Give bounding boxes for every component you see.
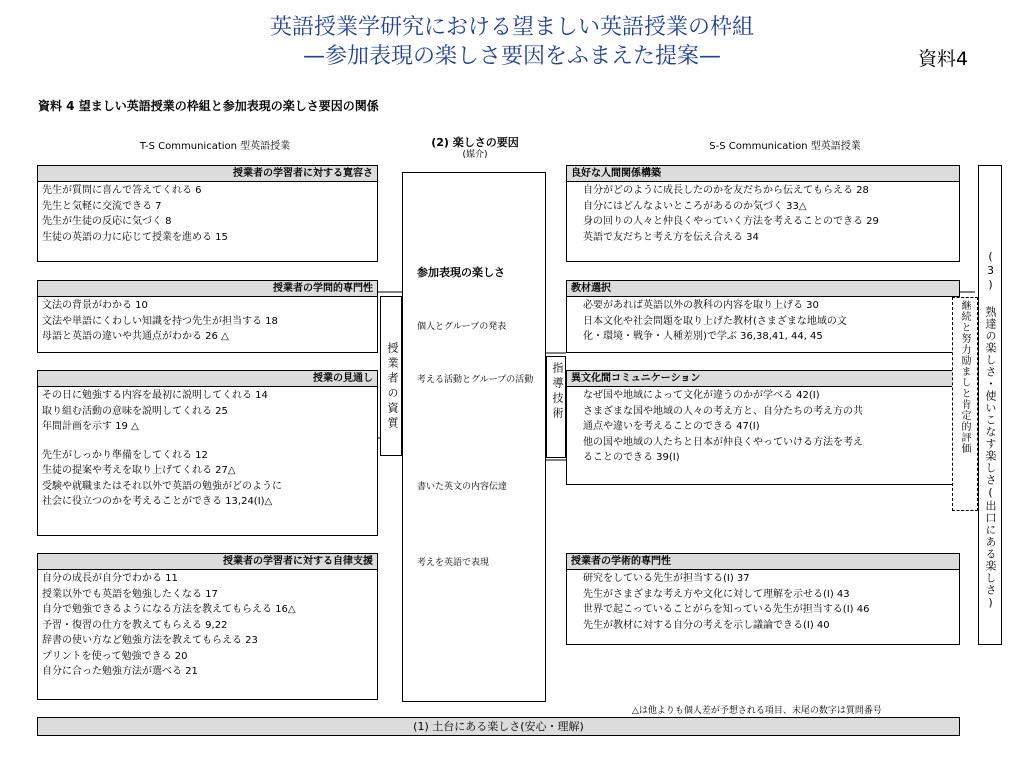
mid-column-subtitle: (媒介): [462, 150, 488, 160]
list-item: 通点や違いを考えることのできる 47(I): [583, 421, 760, 432]
ts-box-expertise: [37, 280, 378, 353]
continuation-label: 継続と努力: [959, 300, 970, 355]
list-item: 身の回りの人々と仲良くやっていく方法を考えることのできる 29: [583, 216, 879, 227]
list-item: 自分にはどんなよいところがあるのか気づく 33△: [583, 200, 807, 212]
ss-box-intercultural: [566, 370, 960, 485]
factor-item: 考える活動とグループの活動: [417, 375, 534, 385]
ss-box-materials: [566, 280, 960, 353]
list-item: 文法や単語にくわしい知識を持つ先生が担当する 18: [42, 315, 278, 327]
box-header: 授業の見通し: [38, 371, 377, 387]
list-item: 他の国や地域の人たちと日本が仲良くやっていける方法を考え: [583, 436, 863, 448]
box-header: 良好な人間関係構築: [567, 166, 959, 182]
mid-column-title: (2) 楽しさの要因: [431, 136, 519, 149]
list-item: 予習・復習の仕方を教えてもらえる 9,22: [42, 619, 228, 631]
list-item: 授業以外でも英語を勉強したくなる 17: [42, 588, 218, 600]
list-item: その日に勉強する内容を最初に説明してくれる 14: [42, 390, 268, 401]
list-item: 生徒の英語の力に応じて授業を進める 15: [42, 231, 228, 243]
list-item: 自分に合った勉強方法が選べる 21: [42, 666, 198, 677]
list-item: 先生が質問に喜んで答えてくれる 6: [42, 185, 202, 196]
enjoyment-factors-box: [402, 172, 546, 702]
list-item: 必要があれば英語以外の教科の内容を取り上げる 30: [583, 300, 819, 311]
teaching-skill-label: 指導技術: [551, 362, 564, 422]
box-header: 授業者の学習者に対する自律支援: [38, 554, 377, 570]
list-item: 文法の背景がわかる 10: [42, 300, 148, 311]
list-item: 先生がしっかり準備をしてくれる 12: [42, 449, 208, 461]
box-header: 授業者の学習者に対する寛容さ: [38, 166, 377, 182]
list-item: 先生が教材に対する自分の考えを示し議論できる(I) 40: [583, 619, 830, 631]
list-item: 辞書の使い方など勉強方法を教えてもらえる 23: [42, 635, 258, 646]
list-item: 化・環境・戦争・人種差別)で学ぶ 36,38,41, 44, 45: [583, 331, 823, 342]
list-item: 年間計画を示す 19 △: [42, 421, 139, 432]
foundation-bar: (1) 土台にある楽しさ(安心・理解): [37, 717, 960, 736]
list-item: 先生がさまざまな考え方や文化に対して理解を示せる(I) 43: [583, 588, 850, 600]
factor-item: 個人とグループの発表: [417, 322, 507, 332]
list-item: 先生と気軽に交流できる 7: [42, 200, 162, 212]
list-item: なぜ国や地域によって文化が違うのかが学べる 42(I): [583, 390, 820, 401]
list-item: 社会に役立つのかを考えることができる 13,24(I)△: [42, 496, 273, 507]
list-item: ることのできる 39(I): [583, 452, 680, 463]
factor-item: 考えを英語で表現: [417, 558, 490, 568]
ts-box-outlook: [37, 370, 378, 536]
ss-box-academic-expertise: [566, 553, 960, 645]
teacher-quality-label: 授業者の資質: [386, 342, 399, 432]
ts-box-autonomy: [37, 553, 378, 700]
box-header: 授業者の学問的専門性: [38, 281, 377, 297]
list-item: 世界で起こっていることがらを知っている先生が担当する(I) 46: [583, 604, 870, 615]
list-item: 自分がどのように成長したのかを友だちから伝えてもらえる 28: [583, 185, 869, 196]
mastery-label: (3) 熟達の楽しさ・使いこなす楽しさ(出口にある楽しさ): [982, 250, 998, 640]
list-item: 英語で友だちと考え方を伝え合える 34: [583, 231, 759, 243]
participation-enjoyment-title: 参加表現の楽しさ: [417, 266, 505, 279]
document-label: 資料4: [918, 48, 969, 70]
list-item: 日本文化や社会問題を取り上げた教材(さまざまな地域の文: [583, 315, 847, 327]
list-item: 先生が生徒の反応に気づく 8: [42, 216, 172, 227]
list-item: プリントを使って勉強できる 20: [42, 650, 188, 662]
continuation-encouragement-label: [958, 300, 970, 505]
box-header: 教材選択: [567, 281, 959, 297]
list-item: さまざまな国や地域の人々の考え方と、自分たちの考え方の共: [583, 405, 863, 417]
list-item: 自分で勉強できるようになる方法を教えてもらえる 16△: [42, 604, 296, 615]
box-header: 授業者の学術的専門性: [567, 554, 959, 570]
page-subtitle: —参加表現の楽しさ要因をふまえた提案—: [302, 44, 721, 69]
list-item: 受験や就職またはそれ以外で英語の勉強がどのように: [42, 480, 282, 492]
list-item: 研究をしている先生が担当する(I) 37: [583, 573, 750, 584]
factor-item: 書いた英文の内容伝達: [417, 482, 508, 492]
ss-box-relationships: [566, 165, 960, 262]
box-header: 異文化間コミュニケーション: [567, 371, 959, 387]
list-item: 自分の成長が自分でわかる 11: [42, 573, 178, 584]
list-item: 取り組む活動の意味を説明してくれる 25: [42, 405, 228, 417]
ts-box-tolerance: [37, 165, 378, 262]
list-item: 母語と英語の違いや共通点がわかる 26 △: [42, 331, 229, 342]
ss-column-heading: S-S Communication 型英語授業: [709, 141, 861, 152]
list-item: 生徒の提案や考えを取り上げてくれる 27△: [42, 465, 236, 476]
encouragement-label: 励ましと肯定的評価: [959, 355, 970, 454]
ts-column-heading: T-S Communication 型英語授業: [139, 141, 291, 152]
figure-caption: 資料 4 望ましい英語授業の枠組と参加表現の楽しさ要因の関係: [38, 99, 379, 113]
page-title: 英語授業学研究における望ましい英語授業の枠組: [269, 15, 754, 40]
footnote: △は他よりも個人差が予想される項目、末尾の数字は質問番号: [632, 706, 882, 716]
list-spacer: [42, 435, 373, 448]
